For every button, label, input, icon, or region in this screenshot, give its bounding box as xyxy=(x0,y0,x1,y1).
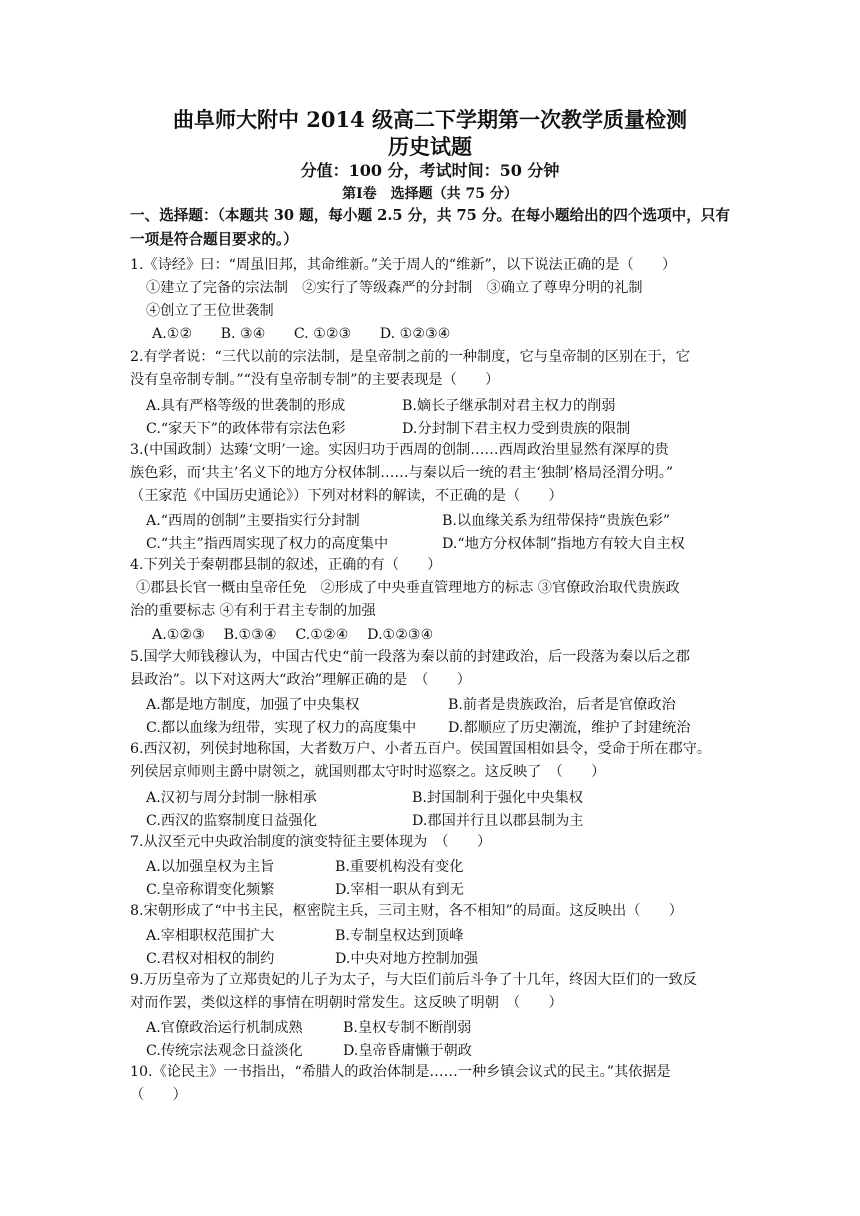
q1-items-line2: ④创立了王位世袭制 xyxy=(146,303,274,319)
q2-option-a: A.具有严格等级的世袭制的形成 xyxy=(146,398,346,414)
q9-option-d: D.皇帝昏庸懒于朝政 xyxy=(343,1043,472,1059)
q1-stem: 1.《诗经》曰：“周虽旧邦，其命维新。”关于周人的“维新”，以下说法正确的是（ ） xyxy=(130,257,677,273)
q9-option-b: B.皇权专制不断削弱 xyxy=(343,1020,472,1036)
q7-option-b: B.重要机构没有变化 xyxy=(335,859,464,875)
q9-option-a: A.官僚政治运行机制成熟 xyxy=(146,1020,303,1036)
q5-stem-line1: 5.国学大师钱穆认为，中国古代史“前一段落为秦以前的封建政治，后一段落为秦以后之郡 xyxy=(130,649,690,665)
q2-option-d: D.分封制下君主权力受到贵族的限制 xyxy=(402,421,631,437)
section-intro-line2: 一项是符合题目要求的。） xyxy=(130,231,298,248)
q5-option-a: A.都是地方制度，加强了中央集权 xyxy=(146,697,360,713)
q4-stem: 4.下列关于秦朝郡县制的叙述，正确的有（ ） xyxy=(130,557,442,573)
score-time-line: 分值：100 分，考试时间：50 分钟 xyxy=(300,161,560,180)
q3-stem-line3: （王家范《中国历史通论》）下列对材料的解读，不正确的是（ ） xyxy=(130,488,563,504)
q6-option-d: D.郡国并行且以郡县制为主 xyxy=(412,813,584,829)
q8-option-b: B.专制皇权达到顶峰 xyxy=(335,928,464,944)
q6-stem-line2: 列侯居京师则主爵中尉领之，就国则郡太守时时巡察之。这反映了 （ ） xyxy=(130,764,606,780)
q7-option-c: C.皇帝称谓变化频繁 xyxy=(146,882,275,898)
subject-title: 历史试题 xyxy=(388,134,472,159)
q7-option-d: D.宰相一职从有到无 xyxy=(335,882,464,898)
q2-stem-line1: 2.有学者说：“三代以前的宗法制，是皇帝制之前的一种制度，它与皇帝制的区别在于，它 xyxy=(130,349,690,365)
q3-option-c: C.“共主”指西周实现了权力的高度集中 xyxy=(146,536,389,552)
q9-stem-line2: 对而作罢，类似这样的事情在明朝时常发生。这反映了明朝 （ ） xyxy=(130,995,563,1011)
q8-option-a: A.宰相职权范围扩大 xyxy=(146,928,275,944)
q3-option-d: D.“地方分权体制”指地方有较大自主权 xyxy=(442,536,685,552)
q6-option-b: B.封国制利于强化中央集权 xyxy=(412,790,583,806)
q2-stem-line2: 没有皇帝制专制。”“没有皇帝制专制”的主要表现是（ ） xyxy=(130,372,500,388)
q5-option-b: B.前者是贵族政治，后者是官僚政治 xyxy=(448,697,676,713)
section-intro-line1: 一、选择题：（本题共 30 题，每小题 2.5 分，共 75 分。在每小题给出的四个选项中，只有 xyxy=(130,207,730,224)
q5-option-d: D.都顺应了历史潮流，维护了封建统治 xyxy=(448,720,691,736)
q3-option-a: A.“西周的创制”主要指实行分封制 xyxy=(146,513,360,529)
q4-items-line1: ①郡县长官一概由皇帝任免 ②形成了中央垂直管理地方的标志 ③官僚政治取代贵族政 xyxy=(136,580,680,596)
q7-option-a: A.以加强皇权为主旨 xyxy=(146,859,275,875)
q9-stem-line1: 9.万历皇帝为了立郑贵妃的儿子为太子，与大臣们前后斗争了十几年，终因大臣们的一致反 xyxy=(130,972,697,988)
q3-stem-line2: 族色彩，而‘共主’名义下的地方分权体制……与秦以后一统的君主‘独制’格局泾渭分明。” xyxy=(130,465,674,481)
volume-heading: 第Ⅰ卷 选择题（共 75 分） xyxy=(342,186,518,202)
q8-stem: 8.宋朝形成了“中书主民，枢密院主兵，三司主财，各不相知”的局面。这反映出（ ） xyxy=(130,903,683,919)
q4-options: A.①②③ B.①③④ C.①②④ D.①②③④ xyxy=(152,627,434,643)
q1-items-line1: ①建立了完备的宗法制 ②实行了等级森严的分封制 ③确立了尊卑分明的礼制 xyxy=(146,280,643,296)
q6-option-a: A.汉初与周分封制一脉相承 xyxy=(146,790,317,806)
q8-option-d: D.中央对地方控制加强 xyxy=(335,951,479,967)
q10-stem-line2: （ ） xyxy=(130,1087,187,1103)
q3-stem-line1: 3.(中国政制）达臻‘文明’一途。实因归功于西周的创制……西周政治里显然有深厚的贵 xyxy=(130,442,669,458)
q5-option-c: C.都以血缘为纽带，实现了权力的高度集中 xyxy=(146,720,417,736)
q6-option-c: C.西汉的监察制度日益强化 xyxy=(146,813,317,829)
exam-title: 曲阜师大附中 2014 级高二下学期第一次教学质量检测 xyxy=(172,107,688,132)
q3-option-b: B.以血缘关系为纽带保持“贵族色彩” xyxy=(442,513,671,529)
q7-stem: 7.从汉至元中央政治制度的演变特征主要体现为 （ ） xyxy=(130,834,492,850)
q10-stem-line1: 10.《论民主》一书指出，“希腊人的政治体制是……一种乡镇会议式的民主。”其依据是 xyxy=(130,1064,671,1080)
q8-option-c: C.君权对相权的制约 xyxy=(146,951,275,967)
q2-option-c: C.“家天下”的政体带有宗法色彩 xyxy=(146,421,346,437)
q1-options: A.①② B. ③④ C. ①②③ D. ①②③④ xyxy=(152,326,451,342)
q9-option-c: C.传统宗法观念日益淡化 xyxy=(146,1043,303,1059)
q5-stem-line2: 县政治”。以下对这两大“政治”理解正确的是 （ ） xyxy=(130,672,471,688)
q2-option-b: B.嫡长子继承制对君主权力的削弱 xyxy=(402,398,616,414)
q4-items-line2: 治的重要标志 ④有利于君主专制的加强 xyxy=(130,603,376,619)
q6-stem-line1: 6.西汉初，列侯封地称国，大者数万户、小者五百户。侯国置国相如县令，受命于所在郡守。 xyxy=(130,741,712,757)
